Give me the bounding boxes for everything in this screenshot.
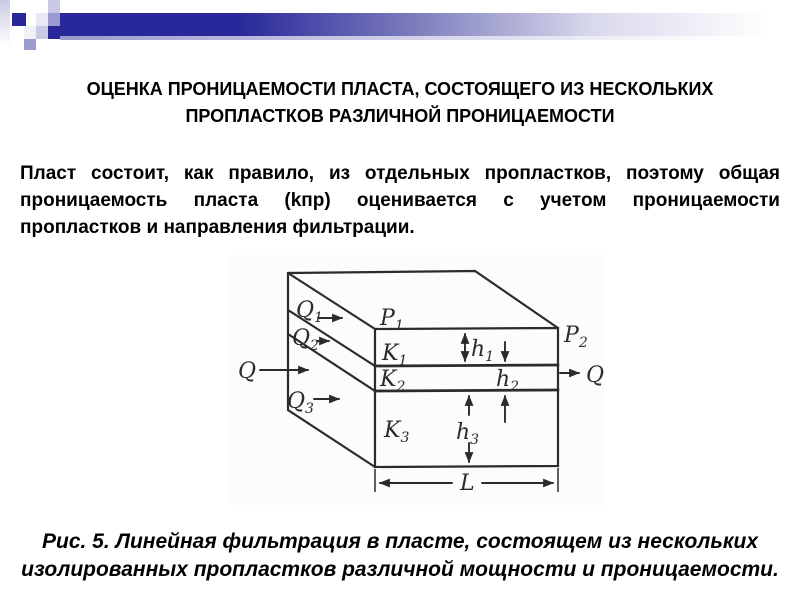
label-length: L: [460, 471, 475, 496]
reservoir-diagram: [230, 255, 605, 505]
figure-caption: [15, 528, 785, 584]
body-paragraph: [20, 160, 780, 241]
slide-title-line: ПРОПЛАСТКОВ РАЗЛИЧНОЙ ПРОНИЦАЕМОСТИ: [185, 106, 615, 126]
label-h1: $h_1$: [471, 337, 495, 365]
label-p1: $P_1$: [380, 306, 404, 334]
mosaic-square: [36, 13, 48, 26]
label-q-in: Q: [238, 359, 257, 384]
mosaic-square: [48, 13, 60, 26]
mosaic-square: [36, 26, 48, 39]
mosaic-square: [12, 13, 26, 26]
header-decoration: [0, 0, 800, 60]
label-q2: $Q_2$: [292, 326, 319, 354]
label-h2: $h_2$: [496, 367, 520, 395]
body-line: Пласт состоит, как правило, из отдельных пропластков, поэтому общая: [20, 163, 780, 184]
header-gradient-bar: [60, 13, 800, 36]
slide-title: [30, 76, 770, 130]
label-p2: $P_2$: [564, 323, 588, 351]
label-k1: $K_1$: [382, 341, 408, 369]
mosaic-square: [24, 26, 36, 39]
caption-line: Рис. 5. Линейная фильтрация в пласте, состоящем из нескольких: [41, 530, 758, 553]
slide-title-line: ОЦЕНКА ПРОНИЦАЕМОСТИ ПЛАСТА, СОСТОЯЩЕГО ИЗ НЕСКОЛЬКИХ: [86, 79, 714, 99]
mosaic-square: [48, 0, 60, 13]
header-left-gradient-strip: [0, 0, 10, 46]
label-q1: $Q_1$: [296, 298, 323, 326]
reservoir-diagram-svg: [230, 255, 605, 505]
label-q3: $Q_3$: [287, 389, 314, 417]
body-line: проницаемость пласта (kпр) оценивается с учетом проницаемости: [20, 190, 780, 211]
caption-line: изолированных пропластков различной мощности и проницаемости.: [21, 558, 779, 581]
label-q-out: Q: [586, 363, 605, 388]
label-k3: $K_3$: [384, 418, 410, 446]
label-h3: $h_3$: [456, 420, 480, 448]
mosaic-square: [24, 39, 36, 50]
mosaic-square: [48, 26, 60, 39]
body-line: пропластков и направления фильтрации.: [20, 217, 415, 238]
header-gradient-bar-underline: [60, 36, 800, 40]
label-k2: $K_2$: [380, 367, 406, 395]
